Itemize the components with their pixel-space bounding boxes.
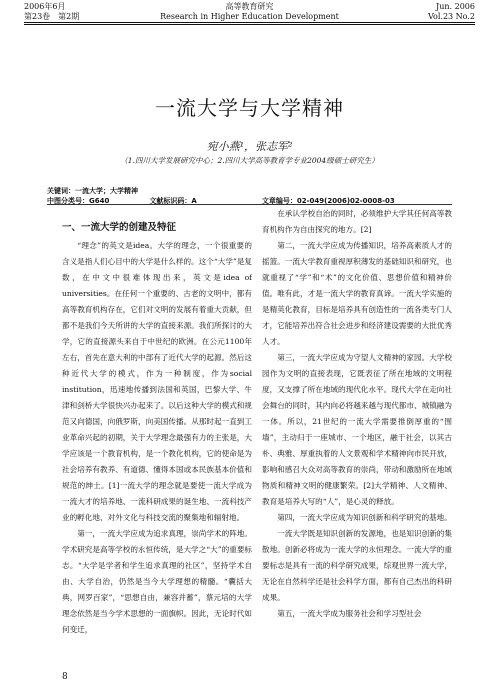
right-paragraph-2: 第二，一流大学应成为传播知识，培养高素质人才的摇篮。一流大学教育重视厚积薄发的基础知识和研究，也就重视了“学”和“术”的文化价值、思想价值和精神价值。唯有此，才是一流大学的教育真谛。一流大学实施的是精英化教育，目标是培养具有创造性的一流各类专门人才，它能培养出符合社会进步和经济建设需要的大批优秀人才。 xyxy=(262,241,452,346)
header-date: 2006年6月 xyxy=(24,2,66,11)
header-rule xyxy=(24,22,475,25)
left-paragraph-1: “理念”的英文是idea。大学的理念，一个很重要的含义是指人们心目中的大学是什么样的。这个“大学”是复数，在中文中很难体现出来，英文是idea of universities。在任何一个重要的、古老的文明中，都有高等教育机构存在，它们对文明的发展有着重大贡献，但都不是我们今天所讲的大学的直接来源。我们所探讨的大学，它的直接源头来自于中世纪的欧洲。在公元1100年左右，首先在意大利的中部有了近代大学的起源。然后这种近代大学的模式，作为一种制度，作为social institution，迅速地传播到法国和英国，巴黎大学、牛津和剑桥大学很快兴办起来了。以后这种大学的模式和规范又向德国，向俄罗斯，向美国传播。从那时起一直到工业革命兴起的初期，关于大学理念最强有力的主张是，大学应该是一个教育机构，是一个教化机构，它的使命是为社会培养有教养、有道德、懂得本国或本民族基本价值和规范的绅士。[1]一流大学的理念就是要使一流大学成为一流大才的培养地、一流科研成果的诞生地、一流科技产业的孵化地、对外文化与科技交流的聚集地和辐射地。 xyxy=(62,241,252,522)
article-title: 一流大学与大学精神 xyxy=(155,96,344,120)
header-date-en: Jun. 2006 xyxy=(436,2,475,11)
author-affiliation: （1.四川大学发展研究中心；2.四川大学高等教育学专业2004级硕士研究生） xyxy=(120,156,379,165)
page-number: 8 xyxy=(62,672,68,682)
header-volume-en: Vol.23 No.2 xyxy=(428,12,475,21)
clc-number: 中图分类号：G640 xyxy=(47,197,110,205)
article-authors: 宛小燕¹，张志军² xyxy=(206,140,293,153)
header-journal-cn: 高等教育研究 xyxy=(225,2,274,11)
running-header xyxy=(24,2,475,22)
right-paragraph-4: 第四，一流大学应成为知识创新和科学研究的基地。 xyxy=(277,513,452,522)
right-column xyxy=(262,206,452,672)
keywords: 关键词：一流大学；大学精神 xyxy=(47,187,138,195)
header-right xyxy=(428,2,475,22)
left-paragraph-2: 第一，一流大学应成为追求真理，崇尚学术的阵地。学术研究是高等学校的永恒传统，是大学之“大”的重要标志。“大学是学者和学生追求真理的社区”，坚持学术自由、大学自治，仍然是当今大学理想的精髓。“囊括大典，网罗百家”，“思想自由，兼容并蓄”，蔡元培的大学理念依然是当今学术思想的一面旗帜。因此，无论时代如何变迁， xyxy=(62,529,252,634)
section-heading: 一、一流大学的创建及特征 xyxy=(62,222,177,233)
header-center xyxy=(24,2,475,22)
header-volume: 第23卷 第2期 xyxy=(24,12,80,21)
right-paragraph-5: 一流大学既是知识创新的发源地，也是知识创新的集散地。创新必将成为一流大学的永恒理念。一流大学的重要标志是具有一流的科学研究成果，综观世界一流大学，无论在自然科学还是社会科学方面，都有自己杰出的科研成果。 xyxy=(262,529,452,602)
document-code: 文献标识码：A xyxy=(149,197,197,205)
article-number: 文章编号：02-049(2006)02-0008-03 xyxy=(261,197,395,205)
right-paragraph-1: 在承认学校自治的同时，必须维护大学其任何高等教育机构作为自由探究的地方。[2] xyxy=(262,209,452,234)
right-paragraph-3: 第三，一流大学应成为守望人文精神的家园。大学校园作为文明的直接表现，它既表征了所在地域的文明程度，又支撑了所在地域的现代化水平。现代大学在走向社会舞台的同时，其内向必将越来越与现代都市、城镇融为一体。所以，21世纪的一流大学需要推倒厚重的“围墙”，主动归于一座城市、一个地区，融于社会，以其古朴、典雅、厚重执着的人文景观和学术精神向市民开放，影响和感召大众对高等教育的崇尚，带动和激励所在地域物质和精神文明的健康繁荣。[2]大学精神、人文精神、教育是培养大写的“人”，是心灵的释放。 xyxy=(262,353,452,506)
left-column xyxy=(62,212,252,672)
right-paragraph-6: 第五，一流大学成为服务社会和学习型社会 xyxy=(277,609,422,618)
meta-rule xyxy=(47,204,452,205)
header-journal-en: Research in Higher Education Development xyxy=(160,12,339,21)
